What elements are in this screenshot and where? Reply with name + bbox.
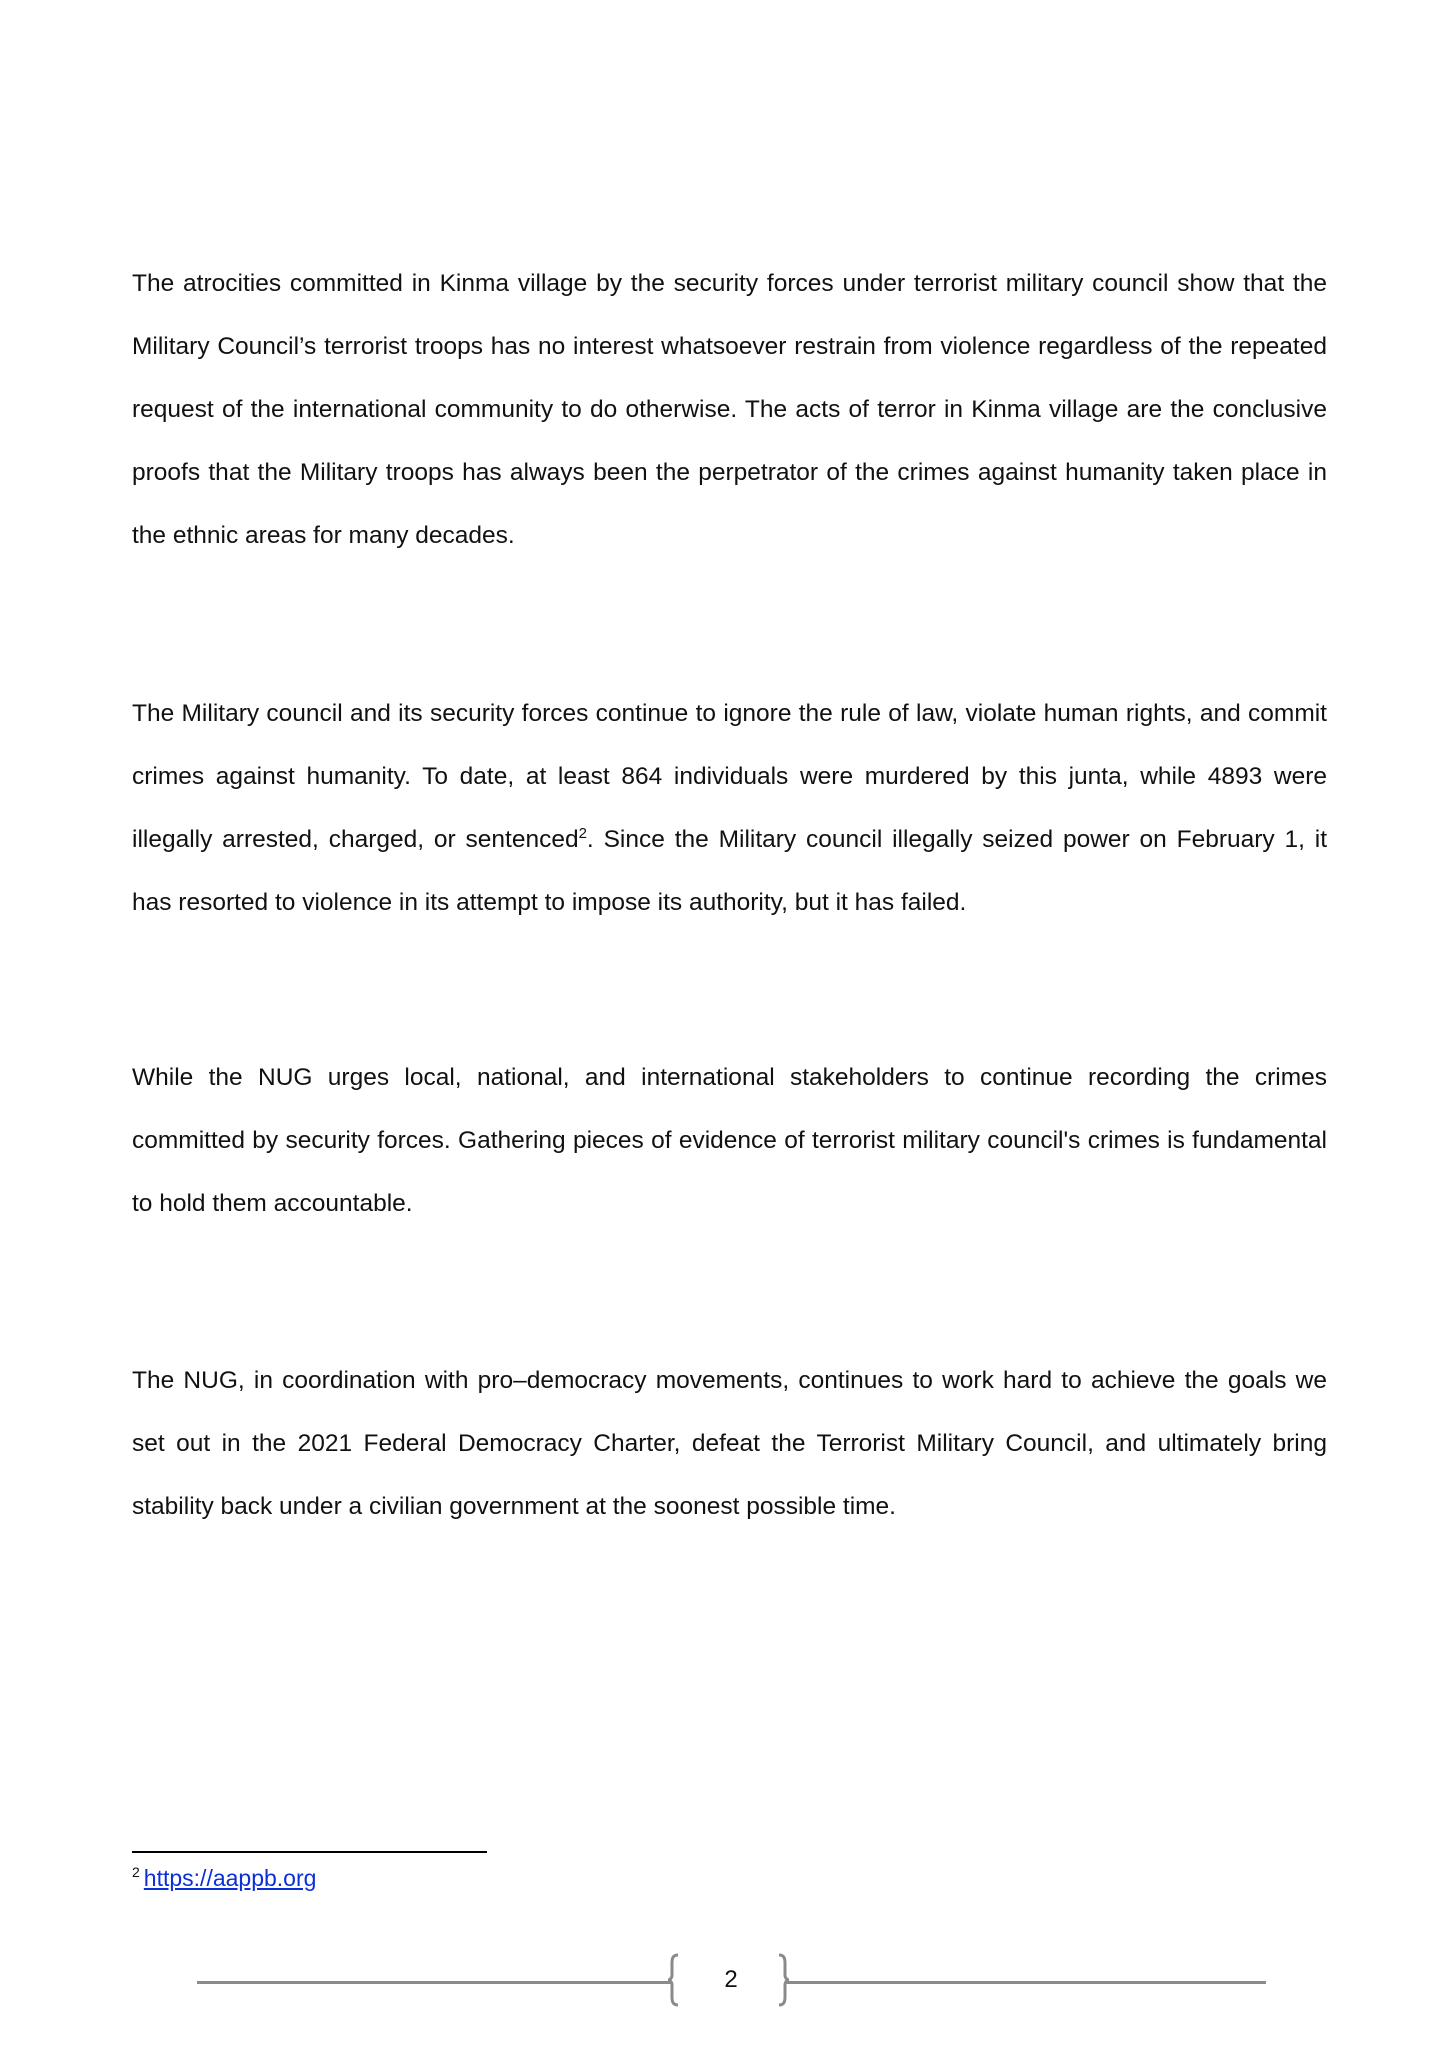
paragraph-text-before-note: The Military council and its security forces continue to ignore the rule of law, violate human rights, and commit crimes against humanity. To date, at least 864 individuals were murdered by this junta, while 4893 were illegally arrested, charged, or sentenced — [132, 700, 1327, 853]
paragraph-text-after-note: . Since the Military council illegally seized power on February 1, it has resorted to violence in its attempt to impose its authority, but it has failed. — [132, 826, 1327, 916]
right-brace-icon — [775, 1953, 791, 2007]
footnote-link[interactable]: https://aappb.org — [143, 1865, 317, 1891]
paragraph-nug-coordination: The NUG, in coordination with pro–democracy movements, continues to work hard to achieve the goals we set out in the 2021 Federal Democracy Charter, defeat the Terrorist Military Council, and ultimately bring stability back under a civilian government at the soonest possible time. — [132, 1367, 1327, 1520]
paragraph-nug-urges: While the NUG urges local, national, and international stakeholders to continue recording the crimes committed by security forces. Gathering pieces of evidence of terrorist military council's crimes is fundamental to hold them accountable. — [132, 1064, 1327, 1217]
footnote-marker: 2 — [132, 1864, 140, 1881]
paragraph-rule-of-law — [132, 682, 1327, 934]
footer-rule-left — [197, 1981, 671, 1984]
left-brace-icon — [666, 1953, 682, 2007]
paragraph-kinma-atrocities: The atrocities committed in Kinma village by the security forces under terrorist military council show that the Military Council’s terrorist troops has no interest whatsoever restrain from violence regardless of the repeated request of the international community to do otherwise. The acts of terror in Kinma village are the conclusive proofs that the Military troops has always been the perpetrator of the crimes against humanity taken place in the ethnic areas for many decades. — [132, 270, 1327, 549]
footnote-separator — [132, 1851, 487, 1853]
footnote-reference[interactable]: 2 — [578, 824, 587, 842]
footnote — [132, 1862, 316, 1894]
footer-rule-right — [786, 1981, 1266, 1984]
page-number: 2 — [724, 1966, 738, 1993]
